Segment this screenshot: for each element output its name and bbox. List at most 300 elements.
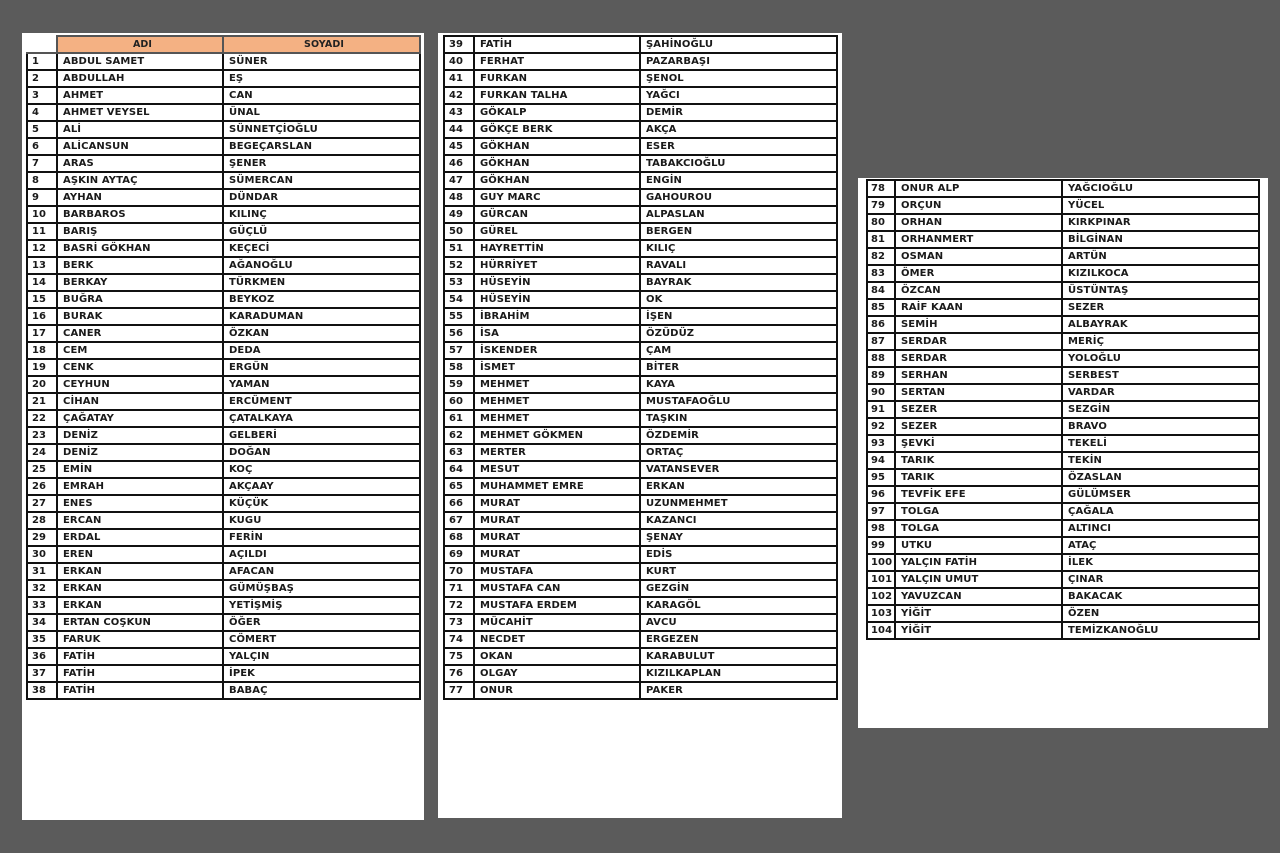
row-number: 27 [27,495,57,512]
table-row [867,401,1259,418]
first-name-cell: ONUR [474,682,640,699]
row-number: 75 [444,648,474,665]
table-row [27,155,420,172]
row-number: 104 [867,622,895,639]
table-row [444,104,837,121]
table-row [867,197,1259,214]
first-name-cell: DENİZ [57,444,223,461]
table-row [444,444,837,461]
first-name-cell: GUY MARC [474,189,640,206]
table-row [444,427,837,444]
first-name-cell: ERKAN [57,580,223,597]
first-name-cell: MURAT [474,495,640,512]
first-name-cell: TARIK [895,469,1062,486]
last-name-cell: KILIÇ [640,240,837,257]
first-name-cell: MURAT [474,512,640,529]
table-row [444,359,837,376]
last-name-cell: BRAVO [1062,418,1259,435]
last-name-cell: DOĞAN [223,444,420,461]
first-name-cell: İSMET [474,359,640,376]
row-number: 34 [27,614,57,631]
last-name-cell: KARADUMAN [223,308,420,325]
row-number: 31 [27,563,57,580]
row-number: 28 [27,512,57,529]
row-number: 66 [444,495,474,512]
table-row [27,665,420,682]
last-name-cell: BEYKOZ [223,291,420,308]
last-name-cell: ÖZKAN [223,325,420,342]
table-row [867,588,1259,605]
last-name-cell: ÖZASLAN [1062,469,1259,486]
table-row [27,274,420,291]
first-name-cell: MUHAMMET EMRE [474,478,640,495]
last-name-cell: ÖZÜDÜZ [640,325,837,342]
table-row [444,682,837,699]
row-number: 10 [27,206,57,223]
table-row [27,138,420,155]
table-row [867,418,1259,435]
row-number: 77 [444,682,474,699]
table-row [27,70,420,87]
row-number: 1 [27,53,57,70]
row-number: 52 [444,257,474,274]
last-name-cell: SEZER [1062,299,1259,316]
row-number: 59 [444,376,474,393]
table-row [444,121,837,138]
last-name-cell: DÜNDAR [223,189,420,206]
row-number: 14 [27,274,57,291]
first-name-cell: ERTAN COŞKUN [57,614,223,631]
first-name-cell: OKAN [474,648,640,665]
first-name-cell: EREN [57,546,223,563]
row-number: 100 [867,554,895,571]
last-name-cell: TABAKCIOĞLU [640,155,837,172]
first-name-cell: BASRİ GÖKHAN [57,240,223,257]
table-row [444,512,837,529]
first-name-cell: BERK [57,257,223,274]
last-name-cell: ÖZEN [1062,605,1259,622]
row-number: 80 [867,214,895,231]
first-name-cell: MEHMET GÖKMEN [474,427,640,444]
last-name-cell: ESER [640,138,837,155]
first-name-cell: YALÇIN FATİH [895,554,1062,571]
row-number: 76 [444,665,474,682]
row-number: 39 [444,36,474,53]
row-number: 6 [27,138,57,155]
table-row [867,265,1259,282]
first-name-cell: YİĞİT [895,622,1062,639]
table-row [27,240,420,257]
first-name-cell: SERHAN [895,367,1062,384]
row-number: 51 [444,240,474,257]
last-name-cell: OK [640,291,837,308]
first-name-cell: CEM [57,342,223,359]
row-number: 25 [27,461,57,478]
table-row [867,367,1259,384]
row-number: 78 [867,180,895,197]
last-name-cell: GEZGİN [640,580,837,597]
last-name-cell: SÜNNETÇİOĞLU [223,121,420,138]
row-number: 74 [444,631,474,648]
table-row [444,189,837,206]
row-number: 85 [867,299,895,316]
table-row [867,384,1259,401]
table-row [444,240,837,257]
header-first-name: ADI [57,36,223,53]
last-name-cell: EDİS [640,546,837,563]
row-number: 90 [867,384,895,401]
last-name-cell: BİTER [640,359,837,376]
row-number: 71 [444,580,474,597]
first-name-cell: SEZER [895,401,1062,418]
table-row [27,461,420,478]
first-name-cell: SEZER [895,418,1062,435]
row-number: 93 [867,435,895,452]
row-number: 23 [27,427,57,444]
table-row [444,410,837,427]
first-name-cell: MUSTAFA [474,563,640,580]
table-row [27,393,420,410]
row-number: 61 [444,410,474,427]
last-name-cell: KIZILKOCA [1062,265,1259,282]
table-panel-3 [858,178,1268,728]
table-row [27,529,420,546]
table-row [444,478,837,495]
first-name-cell: ERCAN [57,512,223,529]
row-number: 55 [444,308,474,325]
last-name-cell: ŞENOL [640,70,837,87]
row-number: 49 [444,206,474,223]
row-number: 83 [867,265,895,282]
table-row [444,597,837,614]
row-number: 73 [444,614,474,631]
last-name-cell: ÇAM [640,342,837,359]
last-name-cell: VATANSEVER [640,461,837,478]
last-name-cell: BERGEN [640,223,837,240]
last-name-cell: YETİŞMİŞ [223,597,420,614]
last-name-cell: PAKER [640,682,837,699]
row-number: 19 [27,359,57,376]
row-number: 96 [867,486,895,503]
header-no [27,36,57,53]
table-row [444,53,837,70]
first-name-cell: ORHAN [895,214,1062,231]
row-number: 13 [27,257,57,274]
last-name-cell: DEMİR [640,104,837,121]
first-name-cell: TOLGA [895,520,1062,537]
row-number: 99 [867,537,895,554]
row-number: 30 [27,546,57,563]
table-row [27,427,420,444]
row-number: 47 [444,172,474,189]
row-number: 32 [27,580,57,597]
last-name-cell: ALBAYRAK [1062,316,1259,333]
first-name-cell: YİĞİT [895,605,1062,622]
first-name-cell: MEHMET [474,393,640,410]
first-name-cell: MUSTAFA CAN [474,580,640,597]
table-row [27,172,420,189]
first-name-cell: FATİH [57,648,223,665]
table-row [444,648,837,665]
table-row [867,180,1259,197]
roster-table-2 [443,35,838,700]
last-name-cell: ENGİN [640,172,837,189]
row-number: 60 [444,393,474,410]
first-name-cell: ÖZCAN [895,282,1062,299]
last-name-cell: SÜMERCAN [223,172,420,189]
table-row [27,223,420,240]
last-name-cell: AVCU [640,614,837,631]
table-row [867,503,1259,520]
row-number: 29 [27,529,57,546]
last-name-cell: KÜÇÜK [223,495,420,512]
last-name-cell: ÇAĞALA [1062,503,1259,520]
header-last-name: SOYADI [223,36,420,53]
row-number: 92 [867,418,895,435]
table-row [27,53,420,70]
table-row [867,469,1259,486]
last-name-cell: MERİÇ [1062,333,1259,350]
table-row [444,546,837,563]
row-number: 22 [27,410,57,427]
table-row [27,478,420,495]
last-name-cell: ÇINAR [1062,571,1259,588]
first-name-cell: CEYHUN [57,376,223,393]
first-name-cell: CİHAN [57,393,223,410]
first-name-cell: GÜRCAN [474,206,640,223]
row-number: 103 [867,605,895,622]
row-number: 82 [867,248,895,265]
row-number: 38 [27,682,57,699]
table-row [444,87,837,104]
row-number: 53 [444,274,474,291]
row-number: 97 [867,503,895,520]
table-row [27,189,420,206]
last-name-cell: GELBERİ [223,427,420,444]
row-number: 21 [27,393,57,410]
last-name-cell: VARDAR [1062,384,1259,401]
last-name-cell: ALPASLAN [640,206,837,223]
row-number: 24 [27,444,57,461]
first-name-cell: ABDUL SAMET [57,53,223,70]
first-name-cell: TARIK [895,452,1062,469]
table-row [27,325,420,342]
row-number: 37 [27,665,57,682]
last-name-cell: AKÇA [640,121,837,138]
first-name-cell: SEMİH [895,316,1062,333]
table-row [444,274,837,291]
table-row [867,435,1259,452]
first-name-cell: CENK [57,359,223,376]
first-name-cell: RAİF KAAN [895,299,1062,316]
last-name-cell: KUGU [223,512,420,529]
row-number: 54 [444,291,474,308]
first-name-cell: ŞEVKİ [895,435,1062,452]
last-name-cell: ŞAHİNOĞLU [640,36,837,53]
table-row [444,257,837,274]
row-number: 101 [867,571,895,588]
last-name-cell: YAĞCI [640,87,837,104]
first-name-cell: SERDAR [895,333,1062,350]
table-row [444,291,837,308]
table-row [27,308,420,325]
table-row [444,393,837,410]
last-name-cell: AFACAN [223,563,420,580]
last-name-cell: ÖZDEMİR [640,427,837,444]
row-number: 2 [27,70,57,87]
first-name-cell: ORÇUN [895,197,1062,214]
table-row [27,614,420,631]
row-number: 7 [27,155,57,172]
row-number: 11 [27,223,57,240]
last-name-cell: ŞENER [223,155,420,172]
table-row [444,223,837,240]
first-name-cell: MESUT [474,461,640,478]
row-number: 3 [27,87,57,104]
first-name-cell: HÜRRİYET [474,257,640,274]
table-row [867,350,1259,367]
row-number: 20 [27,376,57,393]
first-name-cell: BURAK [57,308,223,325]
table-row [867,299,1259,316]
first-name-cell: AHMET [57,87,223,104]
first-name-cell: SERTAN [895,384,1062,401]
row-number: 87 [867,333,895,350]
last-name-cell: SÜNER [223,53,420,70]
table-row [27,376,420,393]
first-name-cell: BARIŞ [57,223,223,240]
first-name-cell: EMİN [57,461,223,478]
row-number: 63 [444,444,474,461]
first-name-cell: MURAT [474,529,640,546]
row-number: 18 [27,342,57,359]
row-number: 9 [27,189,57,206]
table-row [27,512,420,529]
table-row [27,495,420,512]
first-name-cell: MEHMET [474,376,640,393]
last-name-cell: BAYRAK [640,274,837,291]
first-name-cell: DENİZ [57,427,223,444]
last-name-cell: SEZGİN [1062,401,1259,418]
first-name-cell: İSKENDER [474,342,640,359]
row-number: 57 [444,342,474,359]
row-number: 4 [27,104,57,121]
first-name-cell: MUSTAFA ERDEM [474,597,640,614]
table-row [27,342,420,359]
last-name-cell: BİLGİNAN [1062,231,1259,248]
first-name-cell: ALİ [57,121,223,138]
row-number: 16 [27,308,57,325]
last-name-cell: GÜÇLÜ [223,223,420,240]
first-name-cell: FURKAN TALHA [474,87,640,104]
last-name-cell: KAYA [640,376,837,393]
table-row [27,121,420,138]
last-name-cell: YAĞCIOĞLU [1062,180,1259,197]
row-number: 81 [867,231,895,248]
first-name-cell: ERKAN [57,563,223,580]
first-name-cell: HÜSEYİN [474,291,640,308]
first-name-cell: YALÇIN UMUT [895,571,1062,588]
last-name-cell: GÜLÜMSER [1062,486,1259,503]
row-number: 72 [444,597,474,614]
table-row [27,291,420,308]
first-name-cell: GÖKÇE BERK [474,121,640,138]
row-number: 64 [444,461,474,478]
table-row [27,257,420,274]
table-row [27,631,420,648]
last-name-cell: KARAGÖL [640,597,837,614]
first-name-cell: FATİH [57,682,223,699]
first-name-cell: CANER [57,325,223,342]
first-name-cell: FATİH [57,665,223,682]
last-name-cell: KARABULUT [640,648,837,665]
last-name-cell: CÖMERT [223,631,420,648]
row-number: 8 [27,172,57,189]
table-row [27,563,420,580]
row-number: 67 [444,512,474,529]
first-name-cell: ABDULLAH [57,70,223,87]
row-number: 44 [444,121,474,138]
last-name-cell: TÜRKMEN [223,274,420,291]
table-row [867,214,1259,231]
first-name-cell: ENES [57,495,223,512]
last-name-cell: RAVALI [640,257,837,274]
first-name-cell: EMRAH [57,478,223,495]
table-row [444,529,837,546]
last-name-cell: KURT [640,563,837,580]
table-row [867,333,1259,350]
table-row [444,155,837,172]
table-row [867,282,1259,299]
last-name-cell: ERGEZEN [640,631,837,648]
last-name-cell: YAMAN [223,376,420,393]
row-number: 48 [444,189,474,206]
first-name-cell: GÖKHAN [474,155,640,172]
table-row [867,248,1259,265]
first-name-cell: ERDAL [57,529,223,546]
table-row [27,87,420,104]
first-name-cell: MEHMET [474,410,640,427]
last-name-cell: AKÇAAY [223,478,420,495]
first-name-cell: GÖKHAN [474,172,640,189]
last-name-cell: ERCÜMENT [223,393,420,410]
table-row [444,172,837,189]
table-row [27,546,420,563]
last-name-cell: GAHOUROU [640,189,837,206]
last-name-cell: TEKELİ [1062,435,1259,452]
last-name-cell: TEKİN [1062,452,1259,469]
first-name-cell: ORHANMERT [895,231,1062,248]
table-row [27,359,420,376]
table-row [867,622,1259,639]
last-name-cell: BAKACAK [1062,588,1259,605]
last-name-cell: YALÇIN [223,648,420,665]
last-name-cell: ALTINCI [1062,520,1259,537]
first-name-cell: FURKAN [474,70,640,87]
last-name-cell: İŞEN [640,308,837,325]
table-row [867,605,1259,622]
last-name-cell: CAN [223,87,420,104]
first-name-cell: İBRAHİM [474,308,640,325]
row-number: 35 [27,631,57,648]
table-row [867,231,1259,248]
last-name-cell: EŞ [223,70,420,87]
row-number: 102 [867,588,895,605]
row-number: 62 [444,427,474,444]
row-number: 15 [27,291,57,308]
first-name-cell: ÇAĞATAY [57,410,223,427]
table-row [867,452,1259,469]
